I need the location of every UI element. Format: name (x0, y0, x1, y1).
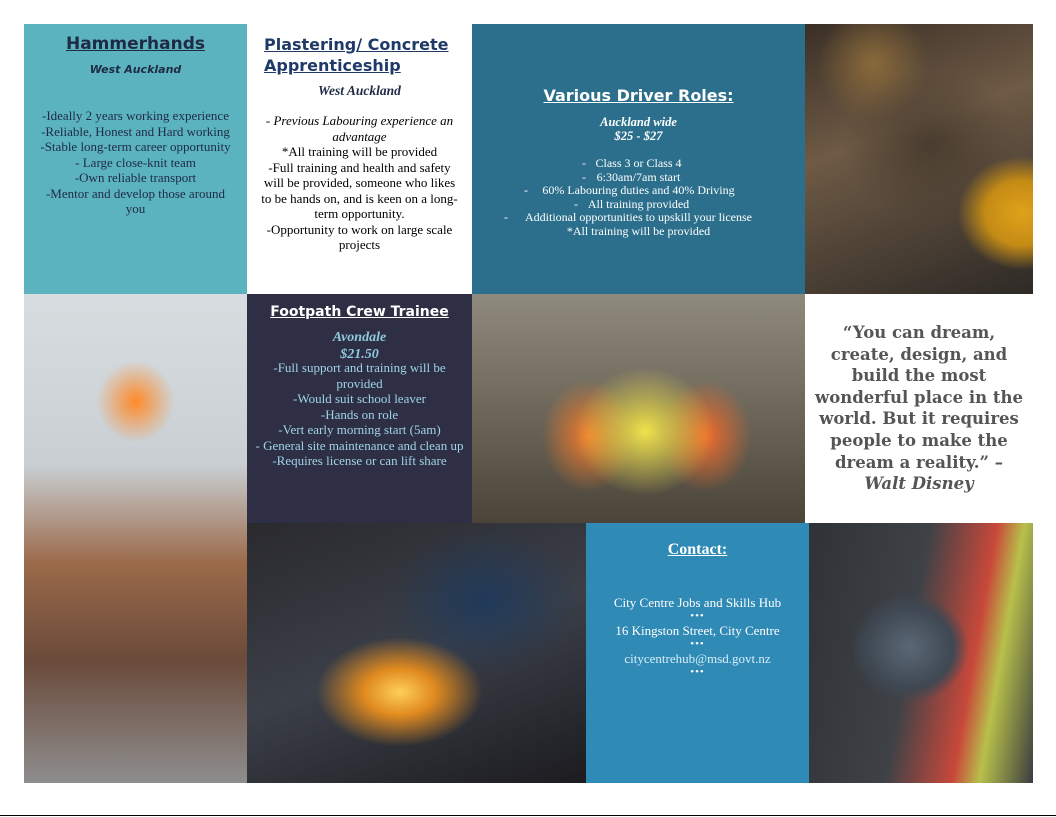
footpath-line: -Requires license or can lift share (272, 453, 447, 468)
hammerhands-card (24, 24, 247, 294)
hammerhands-line: -Mentor and develop those around you (45, 185, 226, 216)
hammerhands-location: West Auckland (89, 63, 182, 76)
list-item: - Additional opportunities to upskill your license (504, 210, 752, 225)
plastering-title: Plastering/ Concrete Apprenticeship (264, 35, 449, 75)
contact-address: 16 Kingston Street, City Centre (615, 623, 780, 638)
quote-text: “You can dream, create, design, and build the most wonderful place in the world. But it requires people to make the dream a reality.” (815, 323, 1023, 472)
page-bottom-rule (0, 815, 1056, 816)
plastering-card (247, 24, 472, 294)
contact-title: Contact: (667, 541, 728, 558)
list-item: - Class 3 or Class 4 (582, 156, 682, 170)
hammerhands-line: -Own reliable transport (74, 170, 197, 185)
footpath-pay: $21.50 (340, 347, 379, 362)
quote-text-block (815, 322, 1023, 495)
driver-roles-title: Various Driver Roles: (543, 86, 734, 105)
footpath-line: -Vert early morning start (5am) (278, 422, 441, 437)
plastering-line: -Full training and health and safety will be provided, someone who likes to be hands on, and is keen on a long-term opportunity. (261, 159, 458, 221)
plastering-location: West Auckland (318, 83, 401, 98)
contact-email-link[interactable]: citycentrehub@msd.govt.nz (624, 651, 771, 666)
hammerhands-line: -Stable long-term career opportunity (40, 139, 231, 154)
quote-author: – Walt Disney (864, 452, 1004, 494)
footpath-line: -Hands on role (320, 406, 399, 422)
plastering-details (261, 113, 458, 253)
driver-roles-card (472, 24, 805, 294)
drill-photo (805, 24, 1033, 294)
driver-roles-list (494, 157, 783, 239)
quote-card (805, 294, 1033, 523)
footpath-line: - General site maintenance and clean up (255, 437, 464, 453)
list-item: - 6:30am/7am start (582, 169, 681, 184)
driver-roles-pay: $25 - $27 (614, 129, 663, 143)
footpath-details (253, 360, 466, 469)
scaffold-worker-photo (24, 294, 247, 783)
driver-roles-location: Auckland wide (600, 115, 677, 129)
contact-card (586, 523, 809, 783)
separator-dots: ••• (690, 666, 705, 678)
footpath-card (247, 294, 472, 523)
hammerhands-line: -Ideally 2 years working experience (42, 108, 229, 123)
contact-details (586, 595, 809, 679)
hammerhands-line: -Reliable, Honest and Hard working (41, 123, 230, 139)
footpath-title: Footpath Crew Trainee (270, 304, 449, 320)
footpath-location: Avondale (332, 330, 387, 345)
list-item: - 60% Labouring duties and 40% Driving (524, 183, 735, 198)
footpath-line: -Full support and training will be provided (273, 360, 446, 391)
separator-dots: ••• (690, 610, 705, 622)
plastering-line: *All training will be provided (281, 144, 438, 159)
separator-dots: ••• (690, 638, 705, 650)
plastering-intro: - Previous Labouring experience an advantage (265, 113, 454, 144)
list-item: - All training provided (574, 196, 690, 211)
contact-name: City Centre Jobs and Skills Hub (613, 595, 782, 610)
hammerhands-line: - Large close-knit team (75, 154, 196, 170)
factory-workers-photo (472, 294, 805, 523)
footpath-line: -Would suit school leaver (293, 391, 426, 406)
angle-grinder-photo (247, 523, 586, 783)
driver-roles-note: *All training will be provided (566, 223, 711, 238)
driver-roles-subtitle (472, 115, 805, 143)
hammerhands-title: Hammerhands (65, 34, 205, 54)
hard-hat-worker-photo (809, 523, 1033, 783)
hammerhands-details (36, 108, 235, 217)
plastering-line: -Opportunity to work on large scale projects (266, 221, 453, 252)
footpath-subtitle (247, 329, 472, 363)
